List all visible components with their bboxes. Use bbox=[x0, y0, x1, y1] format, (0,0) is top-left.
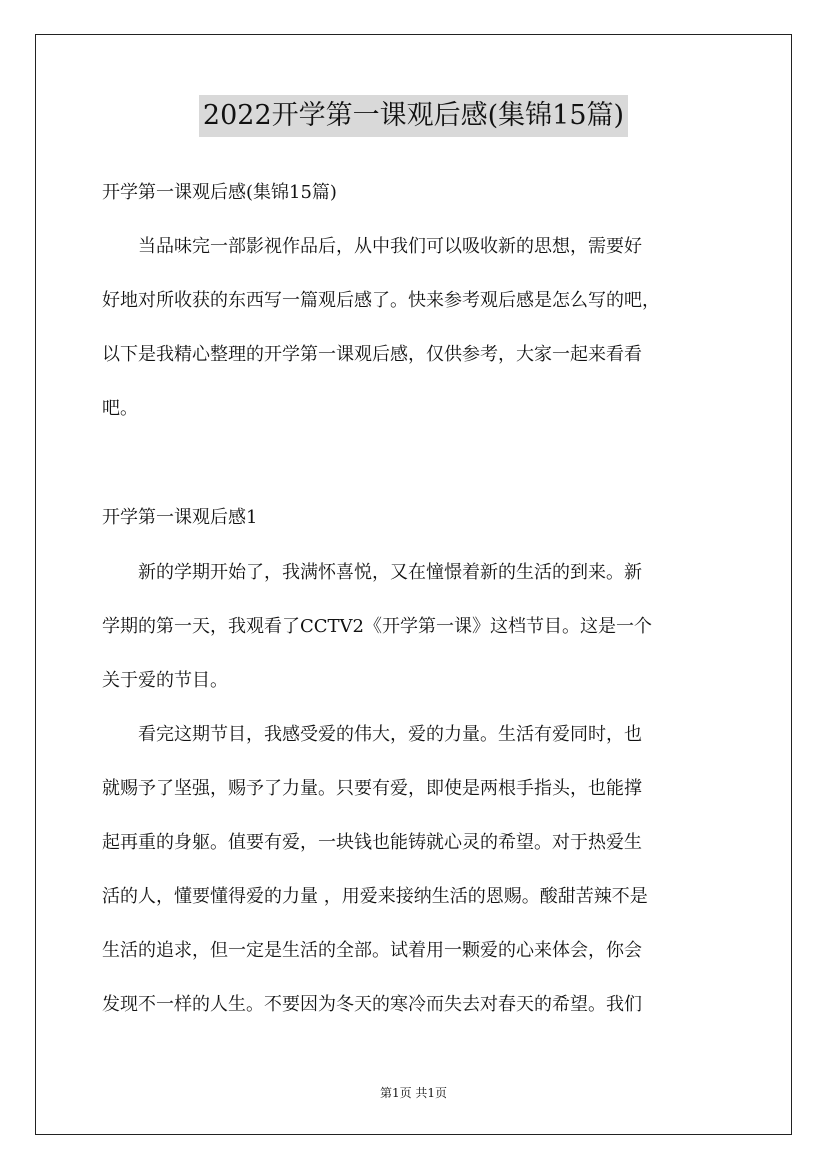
intro-line: 以下是我精心整理的开学第一课观后感，仅供参考，大家一起来看看 bbox=[102, 344, 642, 365]
intro-line: 吧。 bbox=[102, 398, 138, 419]
paragraph-line: 发现不一样的人生。不要因为冬天的寒冷而失去对春天的希望。我们 bbox=[102, 994, 642, 1015]
page-footer: 第1页 共1页 bbox=[379, 1086, 448, 1100]
paragraph-line: 起再重的身躯。值要有爱，一块钱也能铸就心灵的希望。对于热爱生 bbox=[102, 832, 642, 853]
intro-line: 好地对所收获的东西写一篇观后感了。快来参考观后感是怎么写的吧， bbox=[102, 290, 660, 311]
paragraph-line: 新的学期开始了，我满怀喜悦，又在憧憬着新的生活的到来。新 bbox=[102, 562, 642, 583]
paragraph-line: 就赐予了坚强，赐予了力量。只要有爱，即使是两根手指头，也能撑 bbox=[102, 778, 642, 799]
paragraph-line: 生活的追求，但一定是生活的全部。试着用一颗爱的心来体会，你会 bbox=[102, 940, 642, 961]
intro-line: 当品味完一部影视作品后，从中我们可以吸收新的思想，需要好 bbox=[102, 236, 642, 257]
document-title: 2022开学第一课观后感(集锦15篇) bbox=[199, 95, 628, 137]
paragraph-line: 看完这期节目，我感受爱的伟大，爱的力量。生活有爱同时，也 bbox=[102, 724, 642, 745]
paragraph-line: 关于爱的节目。 bbox=[102, 670, 228, 691]
section-heading: 开学第一课观后感1 bbox=[102, 507, 258, 528]
document-subtitle: 开学第一课观后感(集锦15篇) bbox=[102, 182, 337, 203]
paragraph-line: 活的人，懂要懂得爱的力量 ，用爱来接纳生活的恩赐。酸甜苦辣不是 bbox=[102, 886, 648, 907]
paragraph-line: 学期的第一天，我观看了CCTV2《开学第一课》这档节目。这是一个 bbox=[102, 616, 652, 637]
title-wrapper bbox=[0, 95, 827, 137]
